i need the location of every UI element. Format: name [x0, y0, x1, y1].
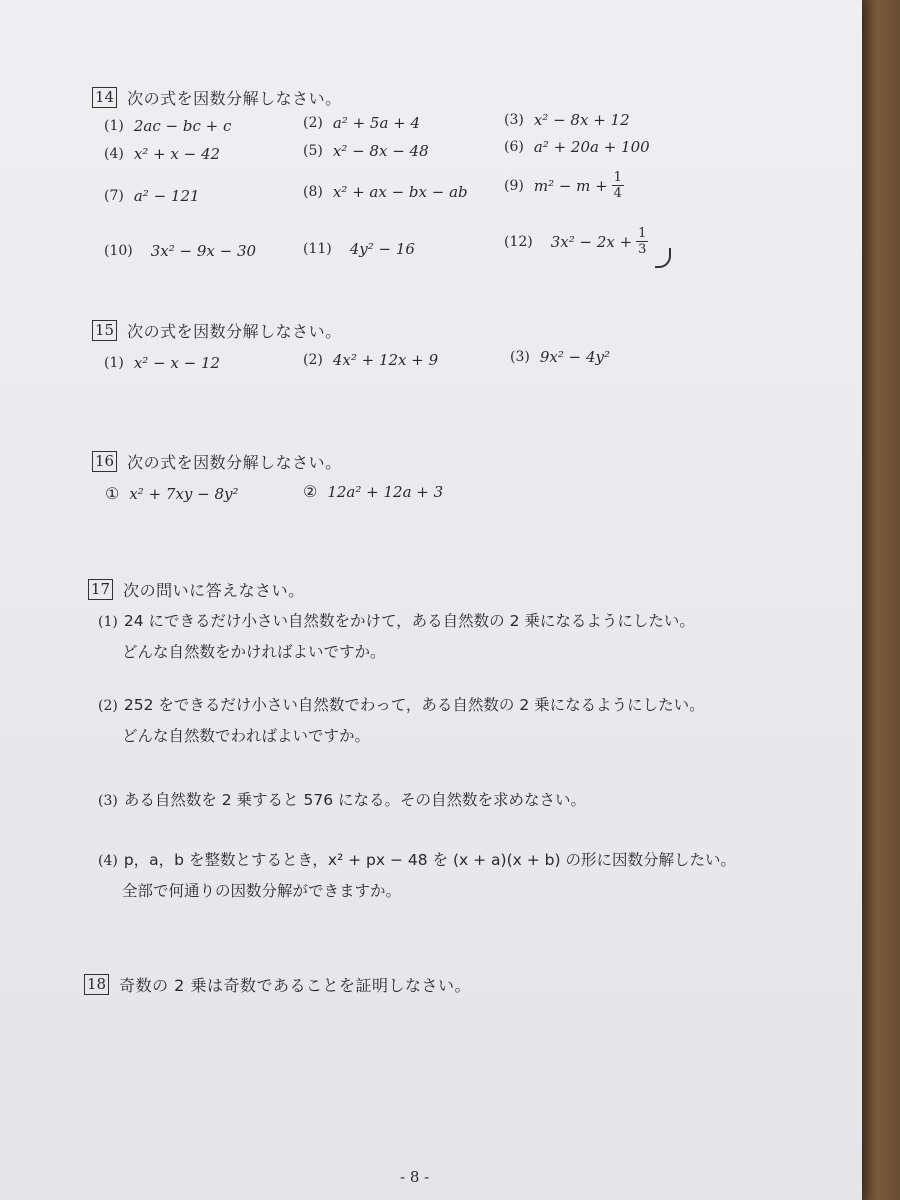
- item-label: ②: [303, 482, 318, 501]
- item-expression: x² + ax − bx − ab: [332, 183, 468, 201]
- item-label: (12): [504, 233, 533, 250]
- s14-item-7: [104, 187, 200, 205]
- page-number: - 8 -: [400, 1168, 430, 1186]
- s14-item-8: [303, 183, 468, 201]
- s14-item-9: [504, 170, 624, 201]
- item-expression: 3x² − 9x − 30: [150, 242, 257, 260]
- section-15-header: [92, 319, 342, 342]
- item-expression: 2ac − bc + c: [133, 117, 232, 135]
- item-label: (2): [303, 115, 323, 131]
- problem-text: p，a，b を整数とするとき，x² + px − 48 を (x + a)(x + b) の形に因数分解したい。: [123, 851, 736, 869]
- section-14-number: 14: [92, 87, 117, 108]
- item-expression: 3x² − 2x +: [550, 232, 633, 251]
- s14-item-1: [104, 117, 231, 135]
- item-label: (2): [303, 352, 323, 368]
- s15-item-1: [104, 354, 220, 372]
- fraction-denominator: 3: [638, 242, 647, 257]
- section-17-title: 次の問いに答えなさい。: [123, 581, 305, 600]
- item-label: (1): [104, 118, 124, 134]
- s17-problem-4: [98, 845, 736, 906]
- fraction-numerator: 1: [638, 226, 647, 241]
- problem-label: (1): [98, 614, 118, 630]
- s14-item-4: [104, 145, 220, 163]
- s17-problem-3: [98, 785, 586, 816]
- s17-problem-2: [98, 690, 705, 751]
- problem-label: (2): [98, 698, 118, 714]
- s15-item-2: [303, 351, 438, 369]
- problem-label: (4): [98, 853, 118, 869]
- problem-line-1: [98, 791, 586, 809]
- item-expression: m² − m +: [533, 176, 608, 195]
- section-15-title: 次の式を因数分解しなさい。: [127, 322, 342, 341]
- item-expression: 9x² − 4y²: [539, 348, 610, 366]
- handwritten-pencil-mark: [655, 248, 671, 268]
- problem-line-2: どんな自然数でわればよいですか。: [122, 727, 371, 745]
- item-expression: x² + 7xy − 8y²: [129, 484, 239, 503]
- fraction-denominator: 4: [613, 186, 622, 201]
- problem-label: (3): [98, 793, 118, 809]
- section-16-header: [92, 450, 342, 473]
- section-17-header: [88, 578, 305, 601]
- item-label: (10): [104, 243, 133, 259]
- s14-item-12: [504, 226, 648, 257]
- problem-text: 24 にできるだけ小さい自然数をかけて，ある自然数の 2 乗になるようにしたい。: [123, 612, 695, 630]
- problem-line-2: どんな自然数をかければよいですか。: [122, 643, 386, 661]
- s17-problem-1: [98, 606, 695, 667]
- s14-item-10: [104, 242, 256, 260]
- problem-line-1: [98, 851, 736, 869]
- item-expression: a² + 20a + 100: [533, 138, 650, 156]
- item-expression: 4x² + 12x + 9: [332, 351, 439, 369]
- fraction: [636, 226, 648, 257]
- section-14-header: [92, 86, 342, 109]
- section-16-number: 16: [92, 451, 117, 472]
- fraction: [612, 170, 624, 201]
- s14-item-5: [303, 142, 429, 160]
- item-label: (9): [504, 177, 524, 194]
- s16-item-2: [303, 482, 443, 501]
- item-label: (1): [104, 355, 124, 371]
- s14-item-2: [303, 114, 420, 132]
- problem-text: 252 をできるだけ小さい自然数でわって，ある自然数の 2 乗になるようにしたい。: [123, 696, 705, 714]
- item-expression: a² − 121: [133, 187, 200, 205]
- problem-line-1: [98, 612, 695, 630]
- s15-item-3: [510, 348, 610, 366]
- item-expression: 12a² + 12a + 3: [327, 482, 444, 501]
- item-expression: x² + x − 42: [133, 145, 221, 163]
- item-label: ①: [105, 484, 120, 503]
- section-18-title: 奇数の 2 乗は奇数であることを証明しなさい。: [119, 976, 471, 995]
- section-14-title: 次の式を因数分解しなさい。: [127, 89, 342, 108]
- s14-item-6: [504, 138, 650, 156]
- section-18-number: 18: [84, 974, 109, 995]
- item-expression: 4y² − 16: [349, 240, 415, 258]
- item-label: (3): [504, 112, 524, 128]
- desk-edge: [862, 0, 900, 1200]
- item-label: (4): [104, 146, 124, 162]
- section-16-title: 次の式を因数分解しなさい。: [127, 453, 342, 472]
- section-17-number: 17: [88, 579, 113, 600]
- item-label: (3): [510, 349, 530, 365]
- item-label: (8): [303, 184, 323, 200]
- problem-line-1: [98, 696, 705, 714]
- section-18-header: [84, 973, 471, 996]
- item-label: (11): [303, 241, 332, 257]
- s14-item-3: [504, 111, 630, 129]
- item-expression: x² − 8x − 48: [332, 142, 429, 160]
- item-expression: a² + 5a + 4: [332, 114, 421, 132]
- fraction-numerator: 1: [613, 170, 622, 185]
- item-expression: x² − 8x + 12: [533, 111, 630, 129]
- item-label: (5): [303, 143, 323, 159]
- section-15-number: 15: [92, 320, 117, 341]
- item-label: (7): [104, 188, 124, 204]
- s14-item-11: [303, 240, 415, 258]
- item-expression: x² − x − 12: [133, 354, 221, 372]
- s16-item-1: [105, 484, 239, 503]
- problem-line-2: 全部で何通りの因数分解ができますか。: [122, 882, 402, 900]
- item-label: (6): [504, 139, 524, 155]
- problem-text: ある自然数を 2 乗すると 576 になる。その自然数を求めなさい。: [123, 791, 586, 809]
